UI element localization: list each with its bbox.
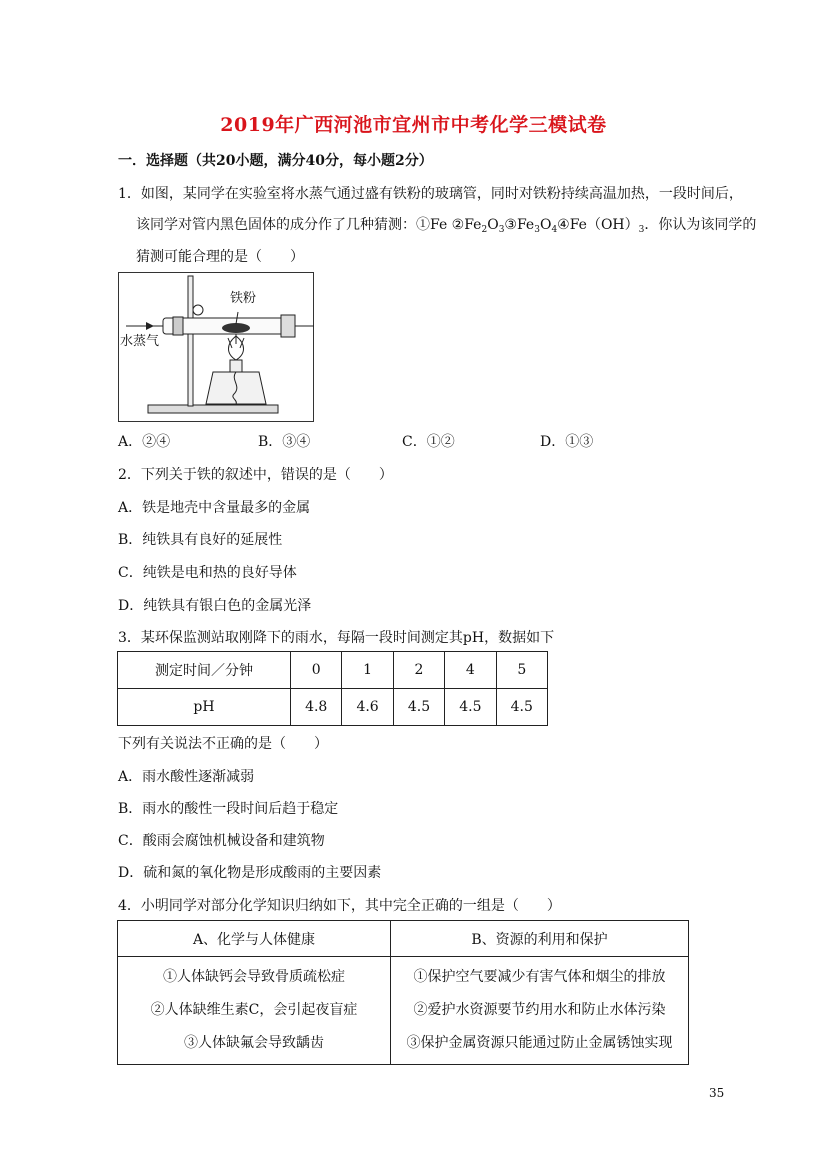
table-header-cell: A、化学与人体健康 bbox=[118, 921, 391, 957]
q3-stem: 3．某环保监测站取刚降下的雨水，每隔一段时间测定其pH，数据如下 bbox=[118, 630, 555, 646]
table-header-cell: B、资源的利用和保护 bbox=[391, 921, 689, 957]
q1-line2-text: ④Fe（OH） bbox=[557, 217, 639, 233]
label-iron-powder: 铁粉 bbox=[230, 291, 257, 306]
q1-line2 bbox=[136, 214, 756, 235]
table-header-cell: pH bbox=[118, 689, 291, 726]
q3-option-a[interactable]: A．雨水酸性逐渐减弱 bbox=[118, 769, 255, 785]
q1-sub: 3 bbox=[498, 225, 505, 235]
q3-option-b[interactable]: B．雨水的酸性一段时间后趋于稳定 bbox=[118, 801, 339, 817]
table-cell: 4 bbox=[445, 652, 496, 689]
table-row bbox=[118, 689, 548, 726]
table-row bbox=[118, 957, 689, 1065]
table-cell: 1 bbox=[342, 652, 393, 689]
q1-option-b[interactable]: B．③④ bbox=[258, 434, 311, 450]
table-cell bbox=[118, 957, 391, 1065]
q1-line2-text: ．你认为该同学的 bbox=[644, 217, 757, 233]
table-cell: 5 bbox=[496, 652, 547, 689]
label-steam: 水蒸气 bbox=[120, 334, 160, 349]
list-item: ②爱护水资源要节约用水和防止水体污染 bbox=[413, 1002, 666, 1018]
q1-sub: 3 bbox=[638, 225, 645, 235]
table-cell: 4.5 bbox=[496, 689, 547, 726]
q1-line2-text: O bbox=[487, 217, 499, 233]
q4-stem: 4．小明同学对部分化学知识归纳如下，其中完全正确的一组是（ ） bbox=[118, 898, 561, 914]
q1-line2-text: 该同学对管内黑色固体的成分作了几种猜测：①Fe ②Fe bbox=[136, 217, 482, 233]
table-row bbox=[118, 652, 548, 689]
table-cell: 0 bbox=[291, 652, 342, 689]
q2-stem: 2．下列关于铁的叙述中，错误的是（ ） bbox=[118, 467, 393, 483]
q1-sub: 4 bbox=[551, 225, 558, 235]
exam-title: 2019年广西河池市宜州市中考化学三模试卷 bbox=[220, 114, 607, 136]
section-heading: 一．选择题（共20小题，满分40分，每小题2分） bbox=[118, 153, 433, 169]
q1-line2-text: ③Fe bbox=[504, 217, 535, 233]
q3-option-d[interactable]: D．硫和氮的氧化物是形成酸雨的主要因素 bbox=[118, 865, 382, 881]
q1-option-d[interactable]: D．①③ bbox=[540, 434, 594, 450]
q3-after-text: 下列有关说法不正确的是（ ） bbox=[118, 736, 328, 752]
q1-sub: 3 bbox=[534, 225, 540, 235]
table-cell: 4.5 bbox=[445, 689, 496, 726]
list-item: ③人体缺氟会导致龋齿 bbox=[184, 1035, 324, 1051]
q1-sub: 2 bbox=[481, 225, 488, 235]
table-row bbox=[118, 921, 689, 957]
page-number: 35 bbox=[709, 1086, 725, 1100]
ph-data-table bbox=[117, 651, 548, 726]
table-header-cell: 测定时间／分钟 bbox=[118, 652, 291, 689]
q1-line1: 1．如图，某同学在实验室将水蒸气通过盛有铁粉的玻璃管，同时对铁粉持续高温加热，一段时间后， bbox=[118, 186, 743, 202]
q1-option-a[interactable]: A．②④ bbox=[118, 434, 171, 450]
q3-option-c[interactable]: C．酸雨会腐蚀机械设备和建筑物 bbox=[118, 833, 325, 849]
list-item: ①人体缺钙会导致骨质疏松症 bbox=[163, 969, 345, 985]
list-item: ①保护空气要减少有害气体和烟尘的排放 bbox=[413, 969, 666, 985]
table-cell: 4.5 bbox=[393, 689, 444, 726]
list-item: ③保护金属资源只能通过防止金属锈蚀实现 bbox=[406, 1035, 673, 1051]
table-cell: 2 bbox=[393, 652, 444, 689]
q1-line3: 猜测可能合理的是（ ） bbox=[136, 249, 304, 265]
knowledge-table bbox=[117, 920, 689, 1065]
table-cell bbox=[391, 957, 689, 1065]
q2-option-d[interactable]: D．纯铁具有银白色的金属光泽 bbox=[118, 598, 312, 614]
list-item: ②人体缺维生素C，会引起夜盲症 bbox=[150, 1002, 358, 1018]
q2-option-a[interactable]: A．铁是地壳中含量最多的金属 bbox=[118, 500, 311, 516]
q2-option-b[interactable]: B．纯铁具有良好的延展性 bbox=[118, 532, 283, 548]
table-cell: 4.6 bbox=[342, 689, 393, 726]
q1-line2-text: O bbox=[539, 217, 552, 233]
table-cell: 4.8 bbox=[291, 689, 342, 726]
q1-option-c[interactable]: C．①② bbox=[402, 434, 455, 450]
q2-option-c[interactable]: C．纯铁是电和热的良好导体 bbox=[118, 565, 297, 581]
